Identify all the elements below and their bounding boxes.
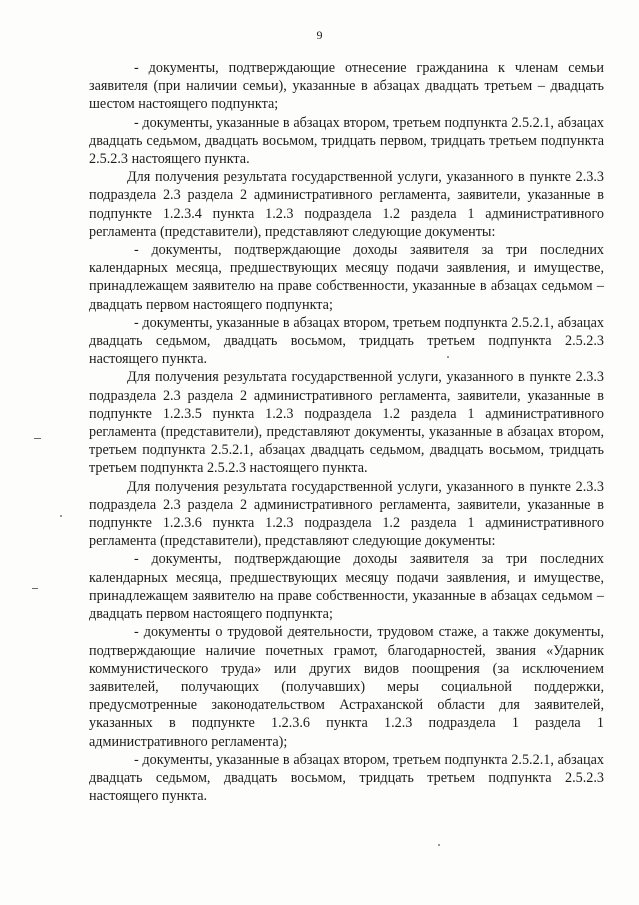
paragraph-applicants-1-2-3-4: Для получения результата государственной услуги, указанного в пункте 2.3.3 подраздела 2.3 раздела 2 административного регламента, заявители, указанные в подпункте 1.2.3.4 пункта 1.2.3 подраздела 1.2 раздела 1 административного регламента (представители), представляют следующие документы: <box>89 169 604 240</box>
paragraph-applicants-1-2-3-6: Для получения результата государственной услуги, указанного в пункте 2.3.3 подраздела 2.3 раздела 2 административного регламента, заявители, указанные в подпункте 1.2.3.6 пункта 1.2.3 подраздела 1.2 раздела 1 административного регламента (представители), представляют следующие документы: <box>89 478 604 550</box>
document-body <box>89 59 604 805</box>
paragraph-income-documents-1: - документы, подтверждающие доходы заявителя за три последних календарных месяца, предшествующих месяцу подачи заявления, и имуществе, принадлежащем заявителю на праве собственности, указанные в абзацах седьмом – двадцать первом настоящего подпункта; <box>89 242 604 313</box>
scan-mark <box>32 588 38 589</box>
scan-dot <box>447 356 449 358</box>
scan-mark <box>34 438 41 439</box>
paragraph-documents-list-3: - документы, указанные в абзацах втором, третьем подпункта 2.5.2.1, абзацах двадцать седьмом, двадцать восьмом, тридцать третьем подпункта 2.5.2.3 настоящего пункта. <box>89 751 604 805</box>
paragraph-labor-documents: - документы о трудовой деятельности, трудовом стаже, а также документы, подтверждающие наличие почетных грамот, благодарностей, звания «Ударник коммунистического труда» или других видов поощрения (за исключением заявителей, получающих (получавших) меры социальной поддержки, предусмотренные законодательством Астраханской области для заявителей, указанных в подпункте 1.2.3.6 пункта 1.2.3 подраздела 1 раздела 1 административного регламента); <box>89 624 604 750</box>
scan-dot <box>60 515 62 517</box>
paragraph-family-documents: - документы, подтверждающие отнесение гражданина к членам семьи заявителя (при наличии семьи), указанные в абзацах двадцать третьем – двадцать шестом настоящего подпункта; <box>89 60 604 113</box>
paragraph-documents-list-2: - документы, указанные в абзацах втором, третьем подпункта 2.5.2.1, абзацах двадцать седьмом, двадцать восьмом, тридцать третьем подпункта 2.5.2.3 настоящего пункта. <box>89 314 604 368</box>
scan-dot <box>438 844 440 846</box>
paragraph-applicants-1-2-3-5: Для получения результата государственной услуги, указанного в пункте 2.3.3 подраздела 2.3 раздела 2 административного регламента, заявители, указанные в подпункте 1.2.3.5 пункта 1.2.3 подраздела 1.2 раздела 1 административного регламента (представители), представляют документы, указанные в абзацах втором, третьем подпункта 2.5.2.1, абзацах двадцать седьмом, двадцать восьмом, тридцать третьем подпункта 2.5.2.3 настоящего пункта. <box>89 369 604 477</box>
paragraph-income-documents-2: - документы, подтверждающие доходы заявителя за три последних календарных месяца, предшествующих месяцу подачи заявления, и имуществе, принадлежащем заявителю на праве собственности, указанные в абзацах седьмом – двадцать первом настоящего подпункта; <box>89 551 604 623</box>
page-number: 9 <box>316 28 323 42</box>
paragraph-documents-list-1: - документы, указанные в абзацах втором, третьем подпункта 2.5.2.1, абзацах двадцать седьмом, двадцать восьмом, тридцать первом, тридцать третьем подпункта 2.5.2.3 настоящего пункта. <box>89 114 604 168</box>
